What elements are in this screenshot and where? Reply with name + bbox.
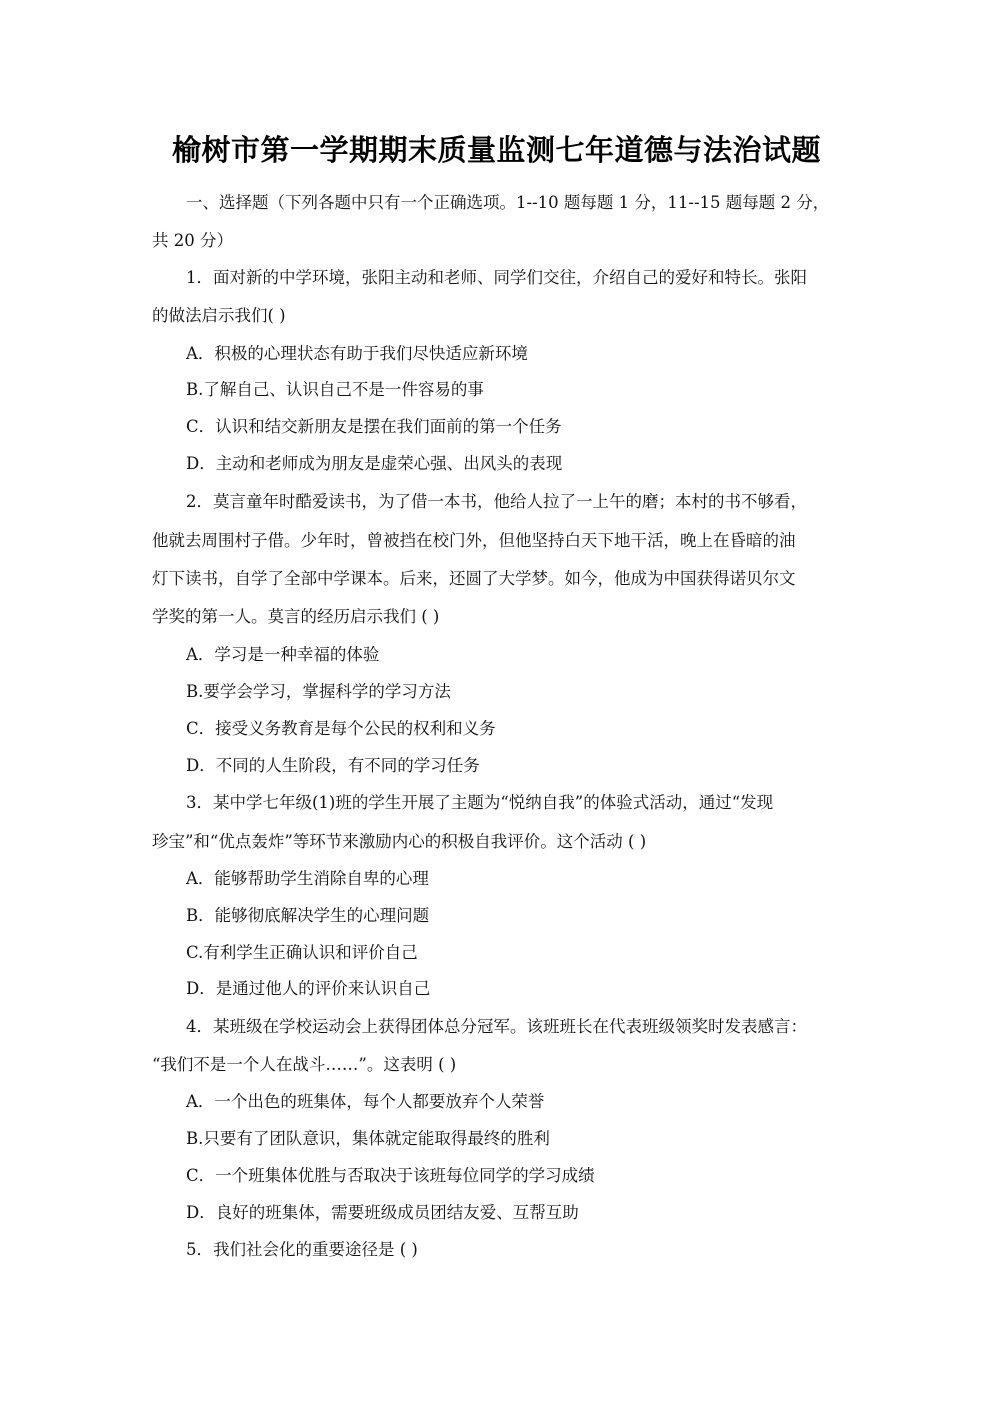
question-2-option-a: A．学习是一种幸福的体验 [186, 645, 380, 664]
question-4-stem-line1: 4．某班级在学校运动会上获得团体总分冠军。该班班长在代表班级领奖时发表感言： [186, 1017, 807, 1036]
question-3-stem-line1: 3．某中学七年级(1)班的学生开展了主题为“悦纳自我”的体验式活动，通过“发现 [186, 793, 774, 812]
question-3-option-b: B．能够彻底解决学生的心理问题 [186, 906, 430, 925]
question-1-stem-line2: 的做法启示我们( ) [152, 306, 286, 325]
question-4-option-d: D．良好的班集体，需要班级成员团结友爱、互帮互助 [186, 1203, 579, 1222]
question-2-stem-line1: 2．莫言童年时酷爱读书，为了借一本书，他给人拉了一上午的磨；本村的书不够看， [186, 492, 807, 511]
document-title: 榆树市第一学期期末质量监测七年道德与法治试题 [171, 133, 821, 167]
question-2-option-d: D．不同的人生阶段，有不同的学习任务 [186, 756, 480, 775]
question-3-option-a: A．能够帮助学生消除自卑的心理 [186, 869, 429, 888]
question-4-option-b: B.只要有了团队意识，集体就定能取得最终的胜利 [186, 1129, 550, 1148]
question-1-stem-line1: 1．面对新的中学环境，张阳主动和老师、同学们交往，介绍自己的爱好和特长。张阳 [186, 268, 807, 287]
question-5-stem-line1: 5．我们社会化的重要途径是 ( ) [186, 1240, 418, 1259]
section-heading-line2: 共 20 分） [152, 231, 233, 250]
question-1-option-d: D．主动和老师成为朋友是虚荣心强、出风头的表现 [186, 454, 563, 473]
question-3-option-d: D．是通过他人的评价来认识自己 [186, 979, 431, 998]
question-2-option-b: B.要学会学习，掌握科学的学习方法 [186, 682, 451, 701]
question-2-stem-line3: 灯下读书，自学了全部中学课本。后来，还圆了大学梦。如今，他成为中国获得诺贝尔文 [152, 569, 796, 588]
question-4-option-c: C．一个班集体优胜与否取决于该班每位同学的学习成绩 [186, 1166, 595, 1185]
question-3-option-c: C.有利学生正确认识和评价自己 [186, 943, 418, 962]
question-2-stem-line4: 学奖的第一人。莫言的经历启示我们 ( ) [152, 607, 440, 626]
question-4-stem-line2: “我们不是一个人在战斗……”。这表明 ( ) [152, 1055, 457, 1074]
section-heading-line1: 一、选择题（下列各题中只有一个正确选项。1--10 题每题 1 分，11--15 题每题 2 分， [186, 193, 830, 212]
question-3-stem-line2: 珍宝”和“优点轰炸”等环节来激励内心的积极自我评价。这个活动 ( ) [152, 832, 647, 851]
question-2-stem-line2: 他就去周围村子借。少年时，曾被挡在校门外，但他坚持白天下地干活，晚上在昏暗的油 [152, 531, 796, 550]
question-1-option-a: A．积极的心理状态有助于我们尽快适应新环境 [186, 344, 528, 363]
question-4-option-a: A．一个出色的班集体，每个人都要放弃个人荣誉 [186, 1092, 545, 1111]
question-2-option-c: C．接受义务教育是每个公民的权利和义务 [186, 719, 496, 738]
question-1-option-b: B.了解自己、认识自己不是一件容易的事 [186, 380, 484, 399]
question-1-option-c: C．认识和结交新朋友是摆在我们面前的第一个任务 [186, 417, 562, 436]
